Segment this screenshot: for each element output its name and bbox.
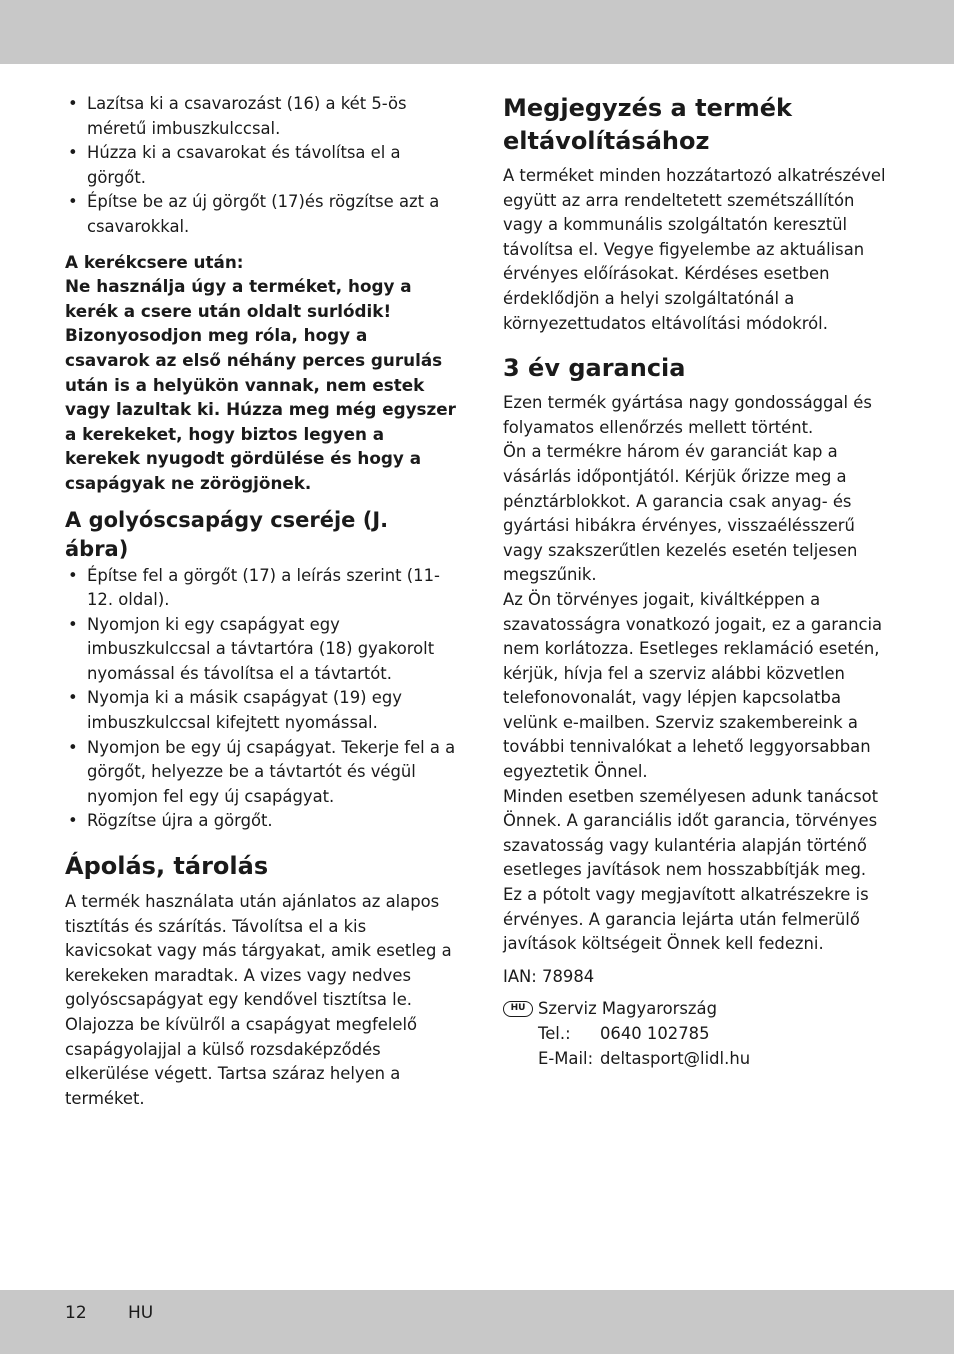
email-value[interactable]: deltasport@lidl.hu — [600, 1048, 751, 1068]
phone-value: 0640 102785 — [600, 1024, 710, 1043]
warranty-paragraph: Minden esetben személyesen adunk tanácsot Önnek. A garanciális időt garancia, törvényes szavatosság vagy kulantéria alapján történő esetleges javítások nem hosszabbítják meg. — [503, 786, 879, 880]
list-item: • Építse be az új görgőt (17)és rögzítse azt a csavarokkal. — [65, 190, 457, 239]
warranty-paragraph: Az Ön törvényes jogait, kiváltképpen a szavatosságra vonatkozó jogait, ez a garancia nem korlátozza. Esetleges reklamáció esetén, kérjük, hívja fel a szerviz alábbi közvetlen telefonovonalát, vagy lépjen kapcsolatba velünk e-mailben. Szerviz szakembereink a további tennivalókat a lehető leggyorsabban egyeztetik Önnel. — [503, 589, 883, 782]
care-heading: Ápolás, tárolás — [65, 852, 269, 881]
list-item: • Nyomjon be egy új csapágyat. Tekerje fel a a görgőt, helyezze be a távtartót és végül nyomjon fel egy új csapágyat. — [65, 736, 457, 810]
warranty-paragraph: Ön a termékre három év garanciát kap a vásárlás időpontjától. Kérjük őrizze meg a pénztárblokkot. A garancia csak anyag- és gyártási hibákra érvényes, visszaélésszerű vagy szakszerűtlen kezelés esetén teljesen megszűnik. — [503, 442, 858, 585]
roller-steps-list — [65, 92, 457, 240]
warranty-heading: 3 év garancia — [503, 354, 686, 383]
email-label: E-Mail: — [538, 1048, 594, 1068]
wheel-change-heading: A kerékcsere után: — [65, 251, 244, 272]
list-item: • Nyomjon ki egy csapágyat egy imbuszkulccsal a távtartóra (18) gyakorolt nyomással és távolítsa el a távtartót. — [65, 613, 457, 687]
list-item: • Húzza ki a csavarokat és távolítsa el a görgőt. — [65, 141, 457, 190]
right-column — [503, 92, 895, 1071]
bearing-heading: A golyóscsapágy cseréje (J. ábra) — [65, 507, 389, 561]
wheel-change-warning: Ne használja úgy a terméket, hogy a kerék a csere után oldalt surlódik! Bizonyosodjon meg róla, hogy a csavarok az első néhány perces gurulás után is a helyükön vannak, nem estek vagy lazultak ki. Húzza meg még egyszer a kerekeket, hogy biztos legyen a kerekek nyugodt gördülése és hogy a csapágyak ne zörögjönek. — [65, 276, 456, 493]
list-item: • Nyomja ki a másik csapágyat (19) egy imbuszkulccsal kifejtett nyomással. — [65, 686, 457, 735]
footer-language: HU — [128, 1303, 154, 1323]
warranty-paragraph: Ez a pótolt vagy megjavított alkatrészekre is érvényes. A garancia lejárta után felmerülő javítások költségeit Önnek kell fedezni. — [503, 885, 869, 954]
phone-label: Tel.: — [538, 1024, 571, 1043]
ian-number: IAN: 78984 — [503, 966, 595, 986]
service-name: Szerviz Magyarország — [538, 999, 717, 1019]
page-number: 12 — [65, 1303, 87, 1323]
phone-row — [538, 1022, 895, 1047]
disposal-heading: Megjegyzés a termék eltávolításához — [503, 94, 792, 155]
list-item: • Rögzítse újra a görgőt. — [65, 809, 457, 834]
warranty-paragraph: Ezen termék gyártása nagy gondossággal és folyamatos ellenőrzés mellett történt. — [503, 393, 872, 437]
country-badge-icon: HU — [503, 1001, 533, 1017]
service-contact — [503, 997, 895, 1071]
list-item: • Lazítsa ki a csavarozást (16) a két 5-ös méretű imbuszkulccsal. — [65, 92, 457, 141]
left-column — [65, 92, 457, 1111]
email-row — [538, 1047, 895, 1072]
header-bar — [0, 0, 954, 64]
disposal-text: A terméket minden hozzátartozó alkatrészével együtt az arra rendeltetett szemétszállítón vagy a kommunális szolgáltatón keresztül távolítsa el. Vegye figyelembe az aktuálisan érvényes előírásokat. Kérdéses esetben érdeklődjön a helyi szolgáltatónál a környezettudatos eltávolítási módokról. — [503, 166, 886, 333]
care-text: A termék használata után ajánlatos az alapos tisztítás és szárítás. Távolítsa el a kis kavicsokat vagy más tárgyakat, amik esetleg a kerekeken maradtak. A vizes vagy nedves golyóscsapágyat egy kendővel tisztítsa le. Olajozza be kívülről a csapágyat megfelelő csapágyolajjal a külső rozsdaképződés elkerülése végett. Tartsa száraz helyen a terméket. — [65, 892, 452, 1108]
bearing-steps-list — [65, 564, 457, 835]
list-item: • Építse fel a görgőt (17) a leírás szerint (11-12. oldal). — [65, 564, 457, 613]
